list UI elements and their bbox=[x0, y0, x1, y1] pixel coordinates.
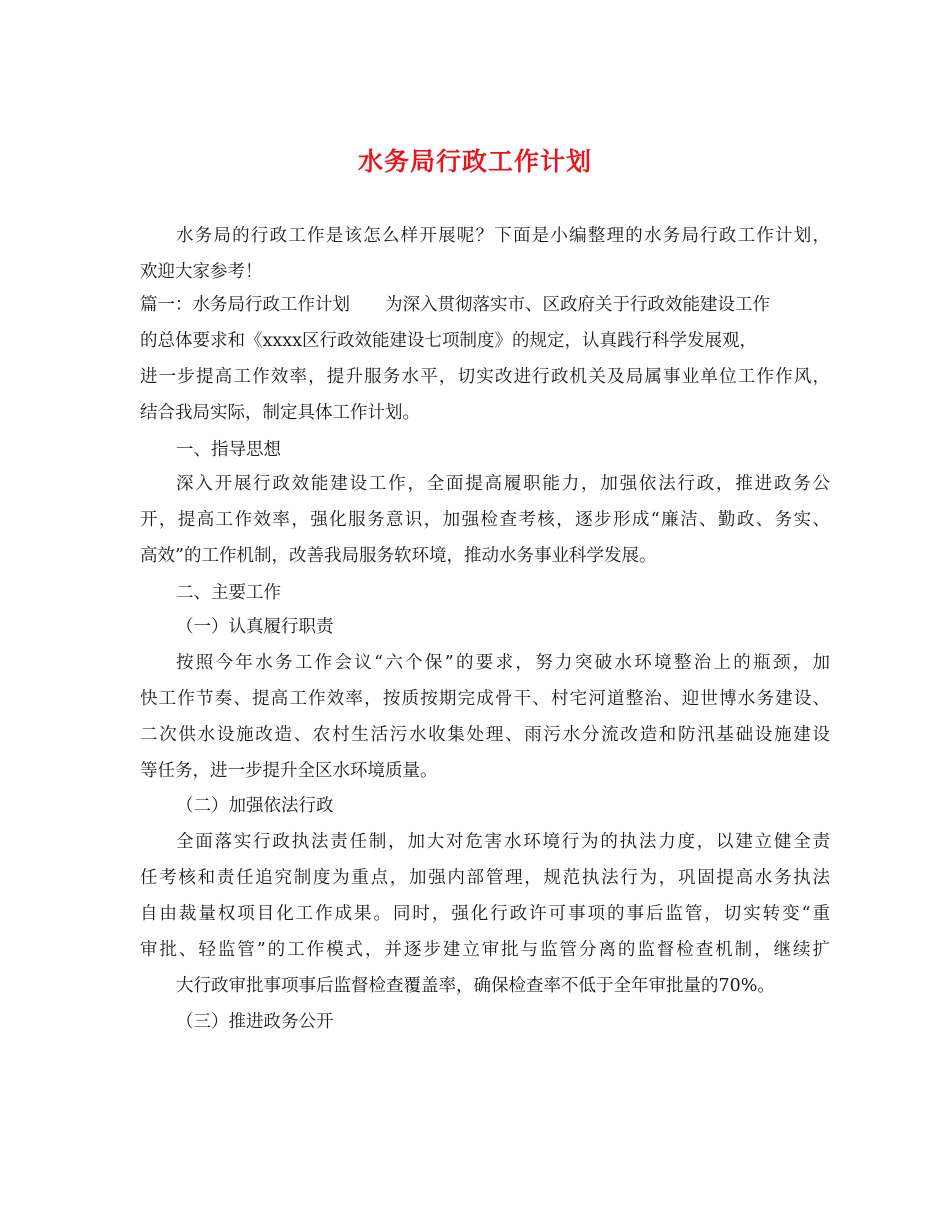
section-heading-guiding-thought: 一、指导思想 bbox=[176, 440, 281, 460]
paragraph-article-line-2: 的总体要求和《xxxx区行政效能建设七项制度》的规定，认真践行科学发展观， bbox=[140, 331, 757, 351]
paragraph-intro-line-1: 水务局的行政工作是该怎么样开展呢？下面是小编整理的水务局行政工作计划， bbox=[176, 226, 830, 246]
paragraph-law-line-3: 自由裁量权项目化工作成果。同时，强化行政许可事项的事后监管，切实转变“重 bbox=[140, 904, 830, 924]
paragraph-law-line-5: 大行政审批事项事后监督检查覆盖率，确保检查率不低于全年审批量的70%。 bbox=[176, 976, 775, 996]
paragraph-law-line-2: 任考核和责任追究制度为重点，加强内部管理，规范执法行为，巩固提高水务执法 bbox=[140, 868, 830, 888]
paragraph-intro-line-2: 欢迎大家参考！ bbox=[140, 262, 263, 282]
paragraph-article-line-4: 结合我局实际，制定具体工作计划。 bbox=[140, 403, 420, 423]
paragraph-duties-line-1: 按照今年水务工作会议“六个保”的要求，努力突破水环境整治上的瓶颈，加 bbox=[176, 653, 830, 673]
subsection-heading-duties: （一）认真履行职责 bbox=[176, 617, 334, 637]
subsection-heading-openness: （三）推进政务公开 bbox=[176, 1012, 334, 1032]
paragraph-guiding-line-2: 开，提高工作效率，强化服务意识，加强检查考核，逐步形成“廉洁、勤政、务实、 bbox=[140, 510, 830, 530]
subsection-heading-law: （二）加强依法行政 bbox=[176, 796, 334, 816]
paragraph-duties-line-3: 二次供水设施改造、农村生活污水收集处理、雨污水分流改造和防汛基础设施建设 bbox=[140, 725, 830, 745]
paragraph-guiding-line-3: 高效”的工作机制，改善我局服务软环境，推动水务事业科学发展。 bbox=[140, 546, 657, 566]
paragraph-duties-line-2: 快工作节奏、提高工作效率，按质按期完成骨干、村宅河道整治、迎世博水务建设、 bbox=[140, 689, 830, 709]
paragraph-guiding-line-1: 深入开展行政效能建设工作，全面提高履职能力，加强依法行政，推进政务公 bbox=[176, 474, 830, 494]
section-heading-main-work: 二、主要工作 bbox=[176, 583, 281, 603]
paragraph-law-line-1: 全面落实行政执法责任制，加大对危害水环境行为的执法力度，以建立健全责 bbox=[176, 832, 830, 852]
paragraph-duties-line-4: 等任务，进一步提升全区水环境质量。 bbox=[140, 761, 438, 781]
paragraph-law-line-4: 审批、轻监管”的工作模式，并逐步建立审批与监管分离的监督检查机制，继续扩 bbox=[140, 940, 830, 960]
document-title: 水务局行政工作计划 bbox=[357, 147, 592, 176]
paragraph-article-line-3: 进一步提高工作效率，提升服务水平，切实改进行政机关及局属事业单位工作作风， bbox=[140, 367, 830, 387]
paragraph-article-line-1: 篇一：水务局行政工作计划 为深入贯彻落实市、区政府关于行政效能建设工作 bbox=[140, 295, 770, 315]
